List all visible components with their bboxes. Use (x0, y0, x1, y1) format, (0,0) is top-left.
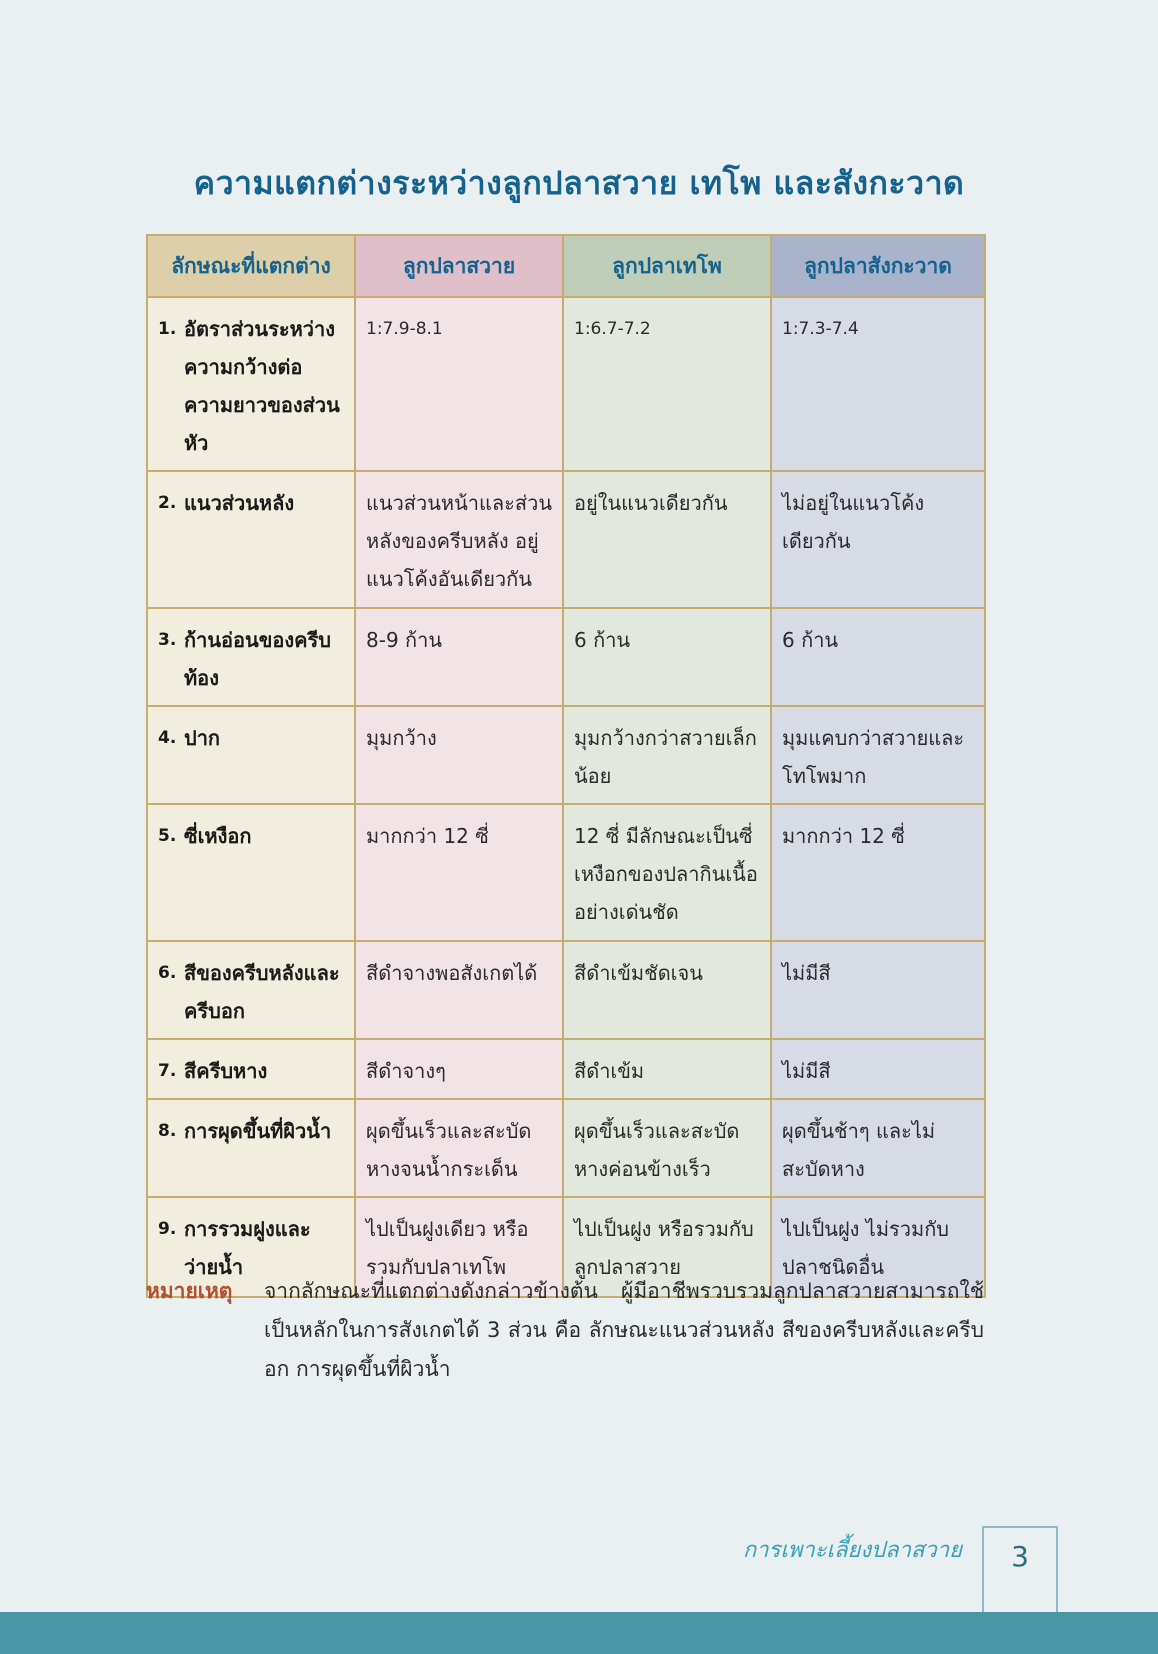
row-number: 8. (158, 1121, 177, 1141)
swai-cell: สีดำจางพอสังเกตได้ (355, 941, 563, 1039)
thepo-cell: ผุดขึ้นเร็วและสะบัดหางค่อนข้างเร็ว (563, 1099, 771, 1197)
feature-label: ปาก (184, 726, 221, 750)
thepo-cell: อยู่ในแนวเดียวกัน (563, 471, 771, 608)
table-row (147, 804, 985, 941)
swai-cell: มุมกว้าง (355, 706, 563, 804)
sangkawat-cell: ไม่มีสี (771, 941, 985, 1039)
footer-bar (0, 1612, 1158, 1654)
thepo-cell: มุมกว้างกว่าสวายเล็กน้อย (563, 706, 771, 804)
note-label: หมายเหตุ (146, 1279, 233, 1303)
sangkawat-cell: มากกว่า 12 ซี่ (771, 804, 985, 941)
sangkawat-cell: 6 ก้าน (771, 608, 985, 706)
table-row (147, 1039, 985, 1099)
feature-label: แนวส่วนหลัง (184, 491, 295, 515)
feature-cell (147, 297, 355, 471)
table-row (147, 706, 985, 804)
feature-label: ซี่เหงือก (184, 824, 252, 848)
table-row (147, 608, 985, 706)
row-number: 1. (158, 319, 177, 339)
feature-cell (147, 608, 355, 706)
page-number: 3 (982, 1526, 1058, 1614)
feature-cell (147, 1099, 355, 1197)
table-row (147, 1099, 985, 1197)
row-number: 6. (158, 963, 177, 983)
table-header-row (147, 235, 985, 297)
feature-label: การรวมฝูงและว่ายน้ำ (184, 1217, 311, 1279)
thepo-cell: 1:6.7-7.2 (563, 297, 771, 471)
swai-cell: มากกว่า 12 ซี่ (355, 804, 563, 941)
thepo-cell: ไปเป็นฝูง หรือรวมกับลูกปลาสวาย (563, 1197, 771, 1297)
page-title: ความแตกต่างระหว่างลูกปลาสวาย เทโพ และสังกะวาด (193, 164, 965, 202)
thepo-cell: 12 ซี่ มีลักษณะเป็นซี่เหงือกของปลากินเนื้ออย่างเด่นชัด (563, 804, 771, 941)
header-sangkawat: ลูกปลาสังกะวาด (771, 235, 985, 297)
thepo-cell: สีดำเข้มชัดเจน (563, 941, 771, 1039)
feature-label: ก้านอ่อนของครีบท้อง (184, 628, 331, 690)
row-number: 9. (158, 1219, 177, 1239)
header-feature: ลักษณะที่แตกต่าง (147, 235, 355, 297)
feature-label: สีครีบหาง (184, 1059, 268, 1083)
table-row (147, 941, 985, 1039)
feature-label: การผุดขึ้นที่ผิวน้ำ (184, 1119, 332, 1143)
sangkawat-cell: ผุดขึ้นช้าๆ และไม่สะบัดหาง (771, 1099, 985, 1197)
table-row (147, 297, 985, 471)
feature-cell (147, 471, 355, 608)
note-section (146, 1272, 984, 1389)
thepo-cell: สีดำเข้ม (563, 1039, 771, 1099)
header-thepo: ลูกปลาเทโพ (563, 235, 771, 297)
sangkawat-cell: ไม่อยู่ในแนวโค้งเดียวกัน (771, 471, 985, 608)
feature-cell (147, 706, 355, 804)
row-number: 4. (158, 728, 177, 748)
sangkawat-cell: ไปเป็นฝูง ไม่รวมกับปลาชนิดอื่น (771, 1197, 985, 1297)
thepo-cell: 6 ก้าน (563, 608, 771, 706)
swai-cell: ไปเป็นฝูงเดียว หรือรวมกับปลาเทโพ (355, 1197, 563, 1297)
row-number: 3. (158, 630, 177, 650)
swai-cell: 8-9 ก้าน (355, 608, 563, 706)
feature-cell (147, 804, 355, 941)
swai-cell: ผุดขึ้นเร็วและสะบัดหางจนน้ำกระเด็น (355, 1099, 563, 1197)
row-number: 7. (158, 1061, 177, 1081)
row-number: 5. (158, 826, 177, 846)
feature-label: สีของครีบหลังและครีบอก (184, 961, 340, 1023)
swai-cell: แนวส่วนหน้าและส่วนหลังของครีบหลัง อยู่แนวโค้งอันเดียวกัน (355, 471, 563, 608)
footer-book-title: การเพาะเลี้ยงปลาสวาย (742, 1538, 962, 1563)
sangkawat-cell: ไม่มีสี (771, 1039, 985, 1099)
header-swai: ลูกปลาสวาย (355, 235, 563, 297)
feature-label: อัตราส่วนระหว่างความกว้างต่อความยาวของส่วนหัว (184, 317, 340, 455)
feature-cell (147, 1039, 355, 1099)
feature-cell (147, 941, 355, 1039)
note-text: จากลักษณะที่แตกต่างดังกล่าวข้างต้น ผู้มีอาชีพรวบรวมลูกปลาสวายสามารถใช้เป็นหลักในการสังเกตได้ 3 ส่วน คือ ลักษณะแนวส่วนหลัง สีของครีบหลังและครีบอก การผุดขึ้นที่ผิวน้ำ (264, 1279, 984, 1381)
sangkawat-cell: มุมแคบกว่าสวายและโทโพมาก (771, 706, 985, 804)
comparison-table (146, 234, 986, 1298)
swai-cell: 1:7.9-8.1 (355, 297, 563, 471)
sangkawat-cell: 1:7.3-7.4 (771, 297, 985, 471)
table-row (147, 471, 985, 608)
row-number: 2. (158, 493, 177, 513)
swai-cell: สีดำจางๆ (355, 1039, 563, 1099)
